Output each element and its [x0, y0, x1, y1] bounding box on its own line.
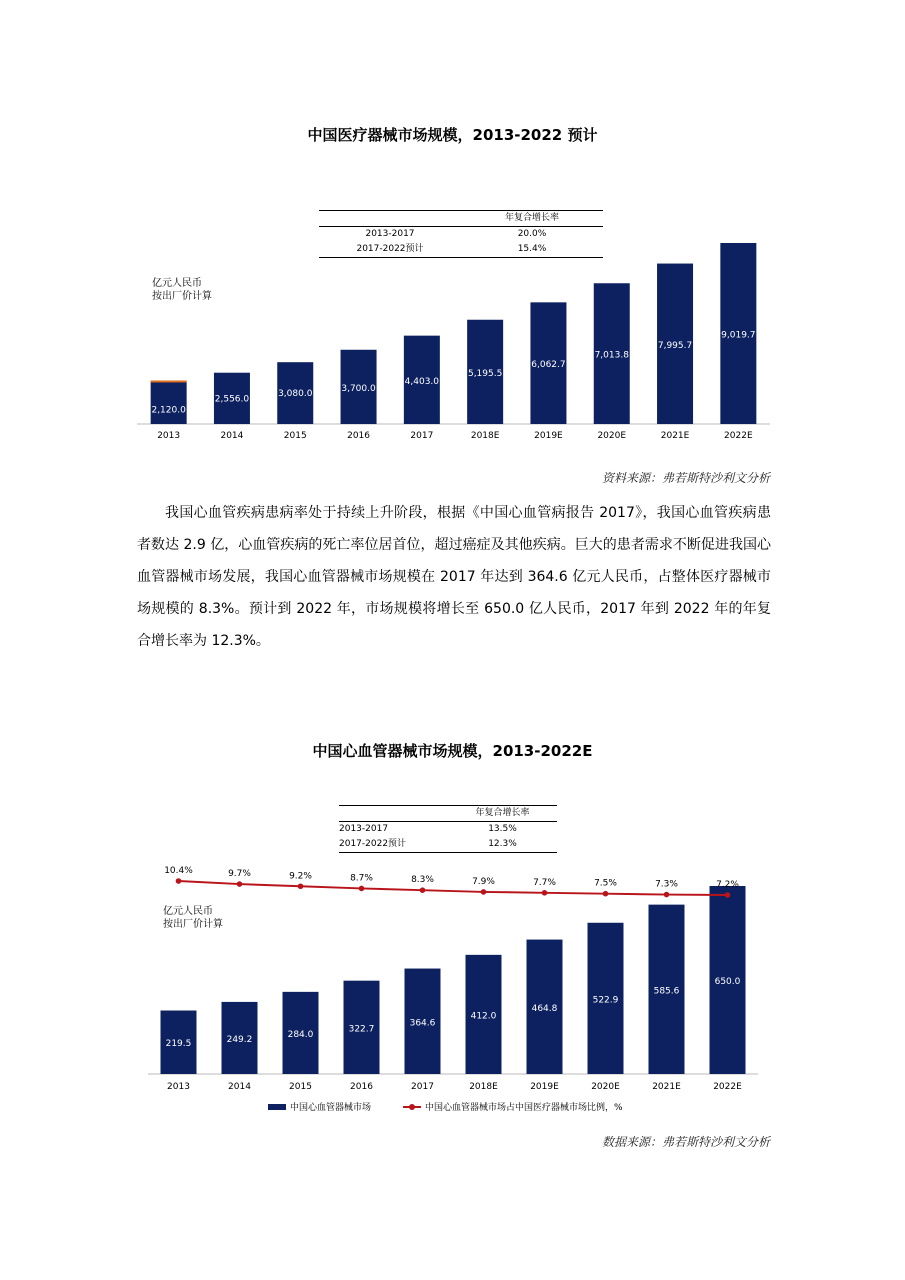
chart2-plot — [0, 850, 905, 1100]
x-tick-label: 2020E — [597, 431, 627, 441]
cagr-header: 年复合增长率 — [461, 211, 603, 227]
chart2-title: 中国心血管器械市场规模，2013-2022E — [312, 742, 593, 760]
ratio-label: 7.7% — [533, 877, 556, 888]
x-tick-label: 2018E — [470, 431, 500, 441]
data-label: 7,013.8 — [594, 350, 629, 361]
legend-line-label: 中国心血管器械市场占中国医疗器械市场比例，% — [425, 1103, 623, 1113]
legend-bar-label: 中国心血管器械市场 — [290, 1103, 372, 1113]
ratio-point — [237, 881, 243, 887]
data-label: 284.0 — [287, 1029, 314, 1040]
unit-line-2: 按出厂价计算 — [163, 919, 223, 930]
x-tick-label: 2020E — [591, 1082, 620, 1092]
x-tick-label: 2016 — [350, 1082, 373, 1092]
x-tick-label: 2019E — [534, 431, 563, 441]
data-label: 412.0 — [470, 1011, 497, 1022]
data-label: 219.5 — [165, 1039, 192, 1049]
data-label: 322.7 — [348, 1024, 375, 1035]
cagr-period: 2013-2017 — [339, 824, 389, 834]
cagr-period: 2013-2017 — [365, 229, 415, 239]
ratio-label: 7.3% — [655, 879, 678, 890]
x-tick-label: 2021E — [660, 431, 690, 441]
body-paragraph — [137, 497, 771, 657]
x-tick-label: 2022E — [724, 431, 753, 441]
data-label: 6,062.7 — [531, 360, 566, 371]
legend-bar-swatch — [268, 1104, 286, 1110]
ratio-point — [298, 883, 304, 889]
data-label: 3,700.0 — [341, 383, 376, 394]
cagr-value: 15.4% — [461, 242, 603, 258]
data-label: 364.6 — [409, 1018, 436, 1029]
data-label: 249.2 — [226, 1034, 253, 1045]
data-label: 2,556.0 — [214, 394, 250, 405]
ratio-point — [603, 891, 609, 897]
chart2-source: 数据来源：弗若斯特沙利文分析 — [601, 1135, 770, 1149]
chart2-legend — [268, 1100, 623, 1113]
cagr-value: 12.3% — [448, 837, 557, 853]
data-label: 522.9 — [592, 995, 619, 1006]
data-label: 3,080.0 — [278, 389, 313, 400]
chart1-source: 资料来源：弗若斯特沙利文分析 — [601, 471, 770, 485]
legend-line-swatch — [403, 1106, 421, 1108]
ratio-point — [420, 887, 426, 893]
data-label: 2,120.0 — [151, 405, 186, 416]
paragraph-text: 我国心血管疾病患病率处于持续上升阶段，根据《中国心血管病报告 2017》，我国心血管疾病患者数达 2.9 亿，心血管疾病的死亡率位居首位，超过癌症及其他疾病。巨大的患者需求不断促进我国心血管器械市场发展，我国心血管器械市场规模在 2017 年达到 364.6 亿元人民币，占整体医疗器械市场规模的 8.3%。预计到 2022 年，市场规模将增长至 650.0 亿人民币，2017 年到 2022 年的年复合增长率为 12.3%。 — [137, 505, 771, 649]
x-tick-label: 2022E — [713, 1082, 742, 1092]
chart2-cagr-table — [339, 805, 557, 853]
data-label: 7,995.7 — [657, 340, 693, 351]
cagr-header: 年复合增长率 — [448, 806, 557, 822]
ratio-label: 7.5% — [594, 878, 617, 889]
cagr-period: 2017-2022预计 — [339, 837, 448, 853]
unit-line-2: 按出厂价计算 — [152, 291, 212, 302]
ratio-point — [725, 892, 731, 898]
x-tick-label: 2017 — [410, 431, 434, 441]
ratio-label: 7.2% — [716, 880, 739, 890]
x-tick-label: 2015 — [283, 431, 307, 441]
chart1-title: 中国医疗器械市场规模，2013-2022 预计 — [307, 126, 598, 144]
ratio-label: 9.2% — [289, 871, 312, 882]
x-tick-label: 2017 — [411, 1082, 434, 1092]
ratio-label: 7.9% — [472, 876, 495, 887]
data-label: 650.0 — [714, 977, 741, 987]
ratio-label: 8.7% — [350, 873, 373, 884]
data-label: 464.8 — [531, 1003, 558, 1014]
data-label: 585.6 — [653, 986, 680, 997]
x-tick-label: 2021E — [652, 1082, 681, 1092]
x-tick-label: 2019E — [530, 1082, 559, 1092]
chart1-plot — [0, 0, 905, 460]
ratio-point — [542, 890, 548, 896]
x-tick-label: 2013 — [167, 1082, 190, 1092]
ratio-point — [481, 889, 487, 895]
ratio-point — [664, 892, 670, 898]
x-tick-label: 2014 — [228, 1082, 251, 1092]
data-label: 5,195.5 — [467, 368, 503, 379]
unit-line-1: 亿元人民币 — [163, 906, 213, 917]
ratio-point — [176, 878, 182, 884]
cagr-period: 2017-2022预计 — [319, 242, 461, 258]
cagr-value: 20.0% — [517, 229, 547, 239]
ratio-label: 10.4% — [164, 866, 193, 876]
bar-top-accent — [151, 380, 187, 382]
ratio-label: 8.3% — [411, 875, 434, 886]
x-tick-label: 2014 — [220, 431, 244, 441]
x-tick-label: 2016 — [347, 431, 371, 441]
x-tick-label: 2013 — [157, 431, 181, 441]
ratio-label: 9.7% — [228, 869, 251, 880]
unit-line-1: 亿元人民币 — [152, 278, 202, 289]
cagr-value: 13.5% — [488, 824, 517, 834]
x-tick-label: 2018E — [469, 1082, 498, 1092]
bar — [151, 381, 187, 424]
data-label: 9,019.7 — [721, 330, 756, 341]
data-label: 4,403.0 — [404, 376, 440, 387]
x-tick-label: 2015 — [289, 1082, 312, 1092]
ratio-point — [359, 886, 365, 892]
